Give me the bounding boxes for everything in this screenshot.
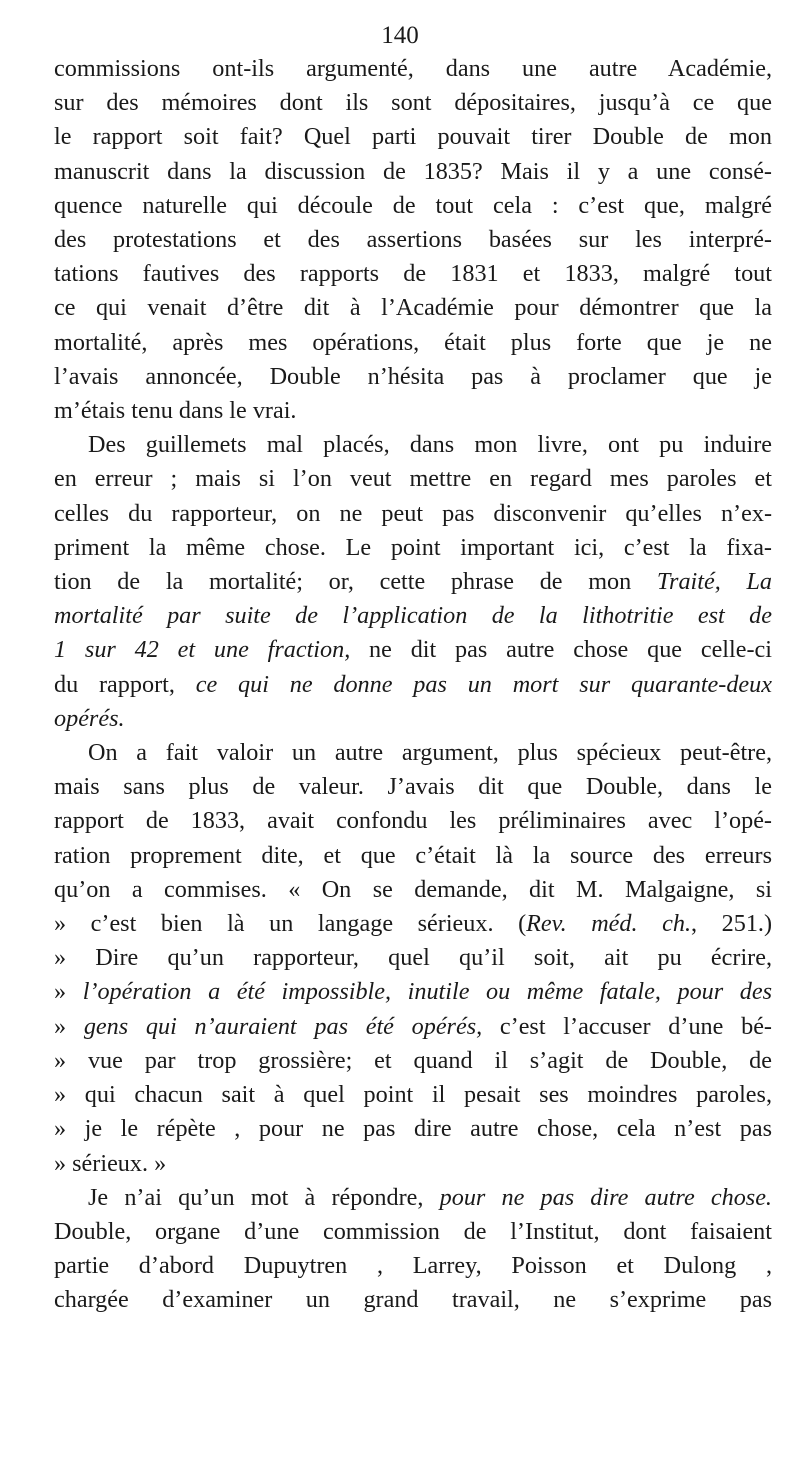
line-text: ce qui venait d’être dit à l’Académie pour démontrer que la — [54, 294, 772, 322]
page-number: 140 — [381, 22, 419, 49]
line-text: » Dire qu’un rapporteur, quel qu’il soit, ait pu écrire, — [54, 944, 772, 972]
line-text: quence naturelle qui découle de tout cela : c’est que, malgré — [54, 191, 772, 219]
line-text: ne dit pas autre chose que celle-ci — [350, 636, 772, 664]
text-line — [54, 428, 772, 462]
line-text: sur des mémoires dont ils sont dépositaires, jusqu’à ce que — [54, 89, 772, 117]
text-line — [54, 1078, 772, 1112]
italic-text: mortalité par suite de l’application de la lithotritie est de — [54, 602, 772, 630]
text-line — [54, 1044, 772, 1078]
line-text: » vue par trop grossière; et quand il s’agit de Double, de — [54, 1046, 772, 1074]
line-text: commissions ont-ils argumenté, dans une autre Académie, — [54, 55, 772, 82]
italic-text: gens qui n’auraient pas été opérés, — [83, 1012, 483, 1040]
italic-text: pour ne pas dire autre chose. — [439, 1183, 772, 1211]
line-text: m’étais tenu dans le vrai. — [54, 397, 297, 425]
page-body — [54, 52, 772, 1318]
text-line — [54, 120, 772, 154]
text-line — [54, 52, 772, 86]
text-line — [54, 633, 772, 667]
line-text: rapport de 1833, avait confondu les préliminaires avec l’opé- — [54, 807, 772, 835]
text-line — [54, 873, 772, 907]
line-text: c’est l’accuser d’une bé- — [482, 1012, 772, 1040]
line-text: manuscrit dans la discussion de 1835? Mais il y a une consé- — [54, 157, 772, 185]
text-line — [54, 668, 772, 702]
text-line — [54, 839, 772, 873]
line-text: mais sans plus de valeur. J’avais dit que Double, dans le — [54, 773, 772, 801]
line-text: » c’est bien là un langage sérieux. ( — [54, 910, 527, 938]
italic-text: Rev. méd. ch. — [526, 910, 692, 938]
line-text: » — [54, 1012, 84, 1040]
text-line — [54, 497, 772, 531]
line-text: ration proprement dite, et que c’était là la source des erreurs — [54, 841, 772, 869]
text-line — [54, 360, 772, 394]
line-text: le rapport soit fait? Quel parti pouvait tirer Double de mon — [54, 123, 772, 151]
text-line — [54, 291, 772, 325]
line-text: » qui chacun sait à quel point il pesait ses moindres paroles, — [54, 1081, 772, 1109]
line-text: Double, organe d’une commission de l’Institut, dont faisaient — [54, 1217, 772, 1245]
text-line — [54, 770, 772, 804]
italic-text: 1 sur 42 et une fraction, — [54, 636, 351, 664]
text-line — [54, 702, 772, 736]
line-text: mortalité, après mes opérations, était plus forte que je ne — [54, 328, 772, 356]
line-text: partie d’abord Dupuytren , Larrey, Poisson et Dulong , — [54, 1252, 772, 1280]
text-line — [54, 155, 772, 189]
text-line — [54, 1181, 772, 1215]
text-line — [54, 599, 772, 633]
text-line — [54, 1283, 772, 1317]
text-line — [54, 531, 772, 565]
line-text: » je le répète , pour ne pas dire autre chose, cela n’est pas — [54, 1115, 772, 1143]
text-line — [54, 975, 772, 1009]
line-text: qu’on a commises. « On se demande, dit M. Malgaigne, si — [54, 875, 772, 903]
italic-text: Traité, La — [656, 568, 772, 596]
text-line — [54, 804, 772, 838]
italic-text: ce qui ne donne pas un mort sur quarante-deux — [195, 670, 772, 698]
text-line — [54, 1249, 772, 1283]
line-text: en erreur ; mais si l’on veut mettre en regard mes paroles et — [54, 465, 772, 493]
line-text: , 251.) — [691, 910, 773, 938]
text-line — [54, 223, 772, 257]
text-line — [54, 394, 772, 428]
line-text: tations fautives des rapports de 1831 et 1833, malgré tout — [54, 260, 772, 288]
line-text: celles du rapporteur, on ne peut pas disconvenir qu’elles n’ex- — [54, 499, 772, 527]
line-text: Je n’ai qu’un mot à répondre, — [88, 1183, 440, 1211]
line-text: chargée d’examiner un grand travail, ne s’exprime pas — [54, 1286, 772, 1314]
text-line — [54, 462, 772, 496]
text-line — [54, 907, 772, 941]
text-line — [54, 1010, 772, 1044]
text-line — [54, 1147, 772, 1181]
line-text: priment la même chose. Le point important ici, c’est la fixa- — [54, 533, 772, 561]
text-line — [54, 257, 772, 291]
text-line — [54, 1112, 772, 1146]
line-text: l’avais annoncée, Double n’hésita pas à proclamer que je — [54, 362, 772, 390]
text-line — [54, 189, 772, 223]
text-line — [54, 86, 772, 120]
italic-text: l’opération a été impossible, inutile ou même fatale, pour des — [82, 978, 773, 1006]
line-text: tion de la mortalité; or, cette phrase de mon — [54, 568, 657, 596]
text-line — [54, 326, 772, 360]
text-line — [54, 565, 772, 599]
text-line — [54, 736, 772, 770]
line-text: des protestations et des assertions basées sur les interpré- — [54, 226, 772, 254]
line-text: » sérieux. » — [54, 1149, 167, 1177]
line-text: Des guillemets mal placés, dans mon livre, ont pu induire — [88, 431, 772, 459]
line-text: On a fait valoir un autre argument, plus spécieux peut-être, — [88, 739, 772, 767]
text-line — [54, 941, 772, 975]
text-line — [54, 1215, 772, 1249]
line-text: du rapport, — [54, 670, 196, 698]
italic-text: opérés. — [54, 704, 125, 732]
line-text: » — [54, 978, 83, 1006]
